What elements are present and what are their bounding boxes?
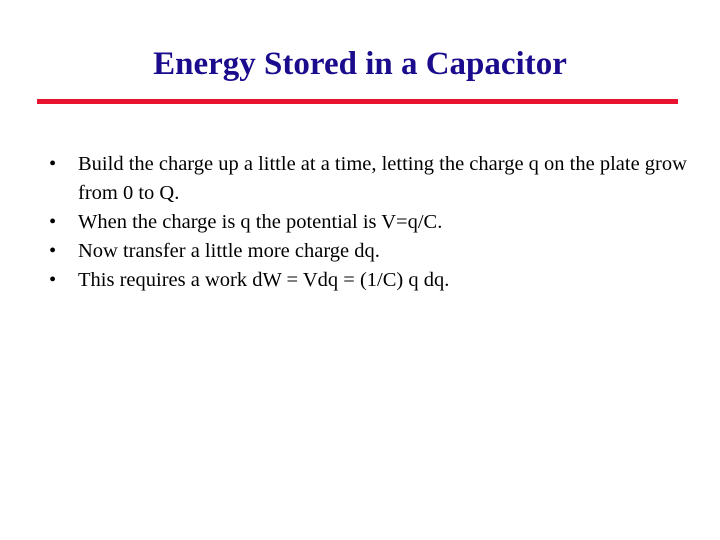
bullet-text: When the charge is q the potential is V=q/C. [78,211,443,233]
bullet-icon: • [49,153,57,175]
bullet-text: Build the charge up a little at a time, letting the charge q on the plate grow from 0 to Q. [78,153,687,204]
bullet-list [49,150,689,295]
list-item [49,237,689,266]
title-divider [37,99,678,104]
bullet-icon: • [49,269,57,291]
list-item [49,208,689,237]
bullet-text: Now transfer a little more charge dq. [78,240,380,262]
bullet-text: This requires a work dW = Vdq = (1/C) q dq. [78,269,450,291]
list-item [49,150,689,208]
list-item [49,266,689,295]
bullet-icon: • [49,240,57,262]
slide-title: Energy Stored in a Capacitor [153,46,567,82]
bullet-icon: • [49,211,57,233]
